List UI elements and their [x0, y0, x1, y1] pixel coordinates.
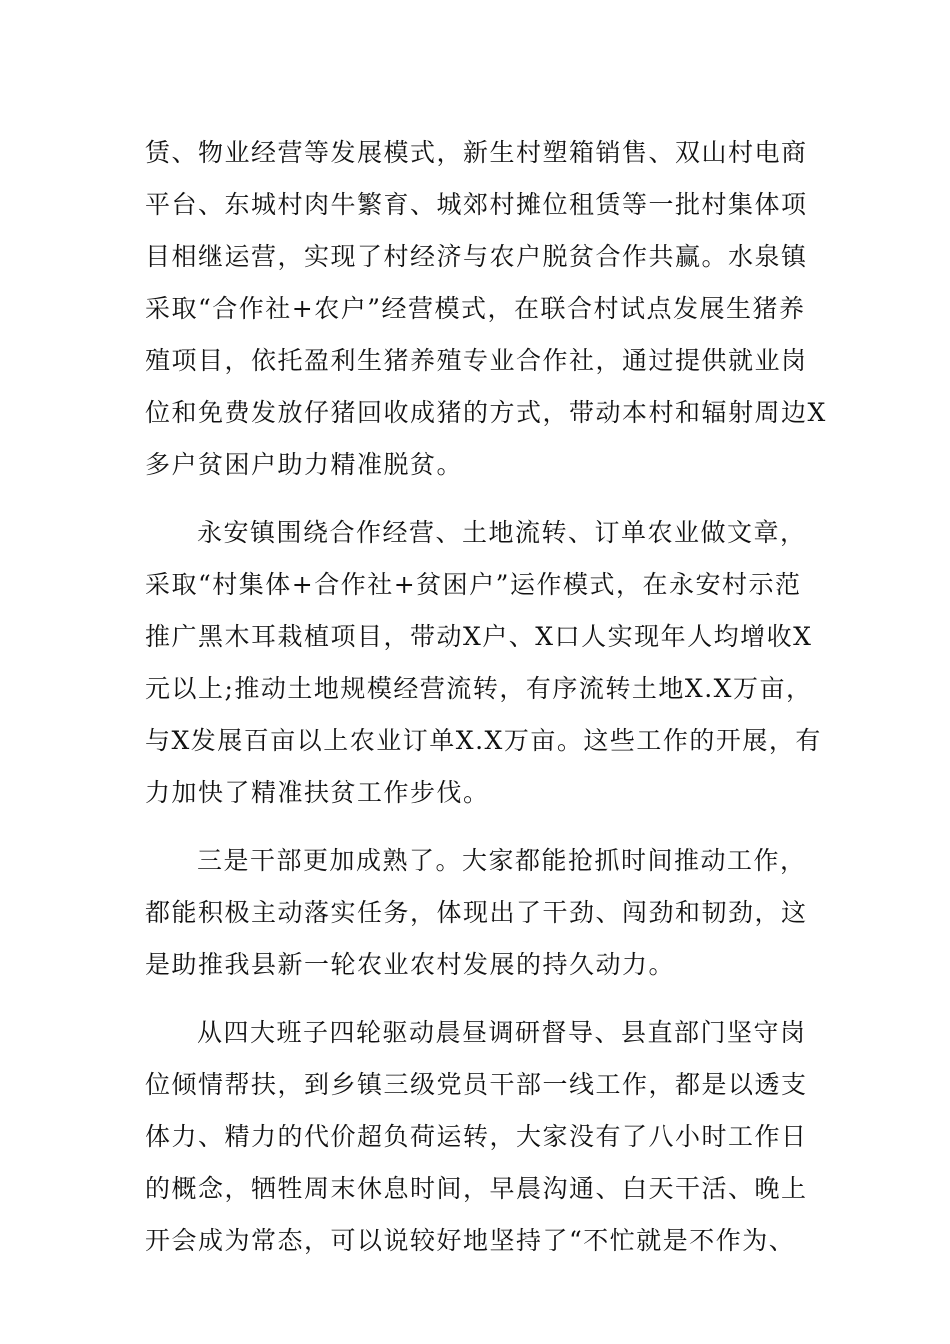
- paragraph-2: [145, 507, 822, 819]
- paragraph-gap: [145, 991, 805, 1007]
- text-line: 元以上;推动土地规模经营流转，有序流转土地X.X万亩，: [145, 674, 813, 703]
- text-line: 殖项目，依托盈利生猪养殖专业合作社，通过提供就业岗: [145, 346, 808, 375]
- text-line: 从四大班子四轮驱动晨昼调研督导、县直部门坚守岗: [197, 1018, 807, 1047]
- text-line: 采取“村集体+合作社+贫困户”运作模式，在永安村示范: [145, 570, 802, 599]
- text-line: 多户贫困户助力精准脱贫。: [145, 450, 464, 479]
- text-line: 赁、物业经营等发展模式，新生村塑箱销售、双山村电商: [145, 138, 808, 167]
- paragraph-gap: [145, 819, 805, 835]
- text-line: 都能积极主动落实任务，体现出了干劲、闯劲和韧劲，这: [145, 898, 808, 927]
- paragraph-3: [145, 835, 808, 991]
- text-line: 目相继运营，实现了村经济与农户脱贫合作共赢。水泉镇: [145, 242, 808, 271]
- text-line: 体力、精力的代价超负荷运转，大家没有了八小时工作日: [145, 1122, 808, 1151]
- text-line: 推广黑木耳栽植项目，带动X户、X口人实现年人均增收X: [145, 622, 813, 651]
- text-line: 力加快了精准扶贫工作步伐。: [145, 778, 490, 807]
- paragraph-4: [145, 1007, 808, 1267]
- text-line: 是助推我县新一轮农业农村发展的持久动力。: [145, 950, 676, 979]
- document-body: [145, 127, 827, 1267]
- paragraph-1: [145, 127, 827, 491]
- text-line: 平台、东城村肉牛繁育、城郊村摊位租赁等一批村集体项: [145, 190, 808, 219]
- text-line: 的概念，牺牲周末休息时间，早晨沟通、白天干活、晚上: [145, 1174, 808, 1203]
- text-line: 位和免费发放仔猪回收成猪的方式，带动本村和辐射周边X: [145, 398, 827, 427]
- text-line: 开会成为常态，可以说较好地坚持了“不忙就是不作为、: [145, 1226, 796, 1255]
- text-line: 位倾情帮扶，到乡镇三级党员干部一线工作，都是以透支: [145, 1070, 808, 1099]
- text-line: 采取“合作社+农户”经营模式，在联合村试点发展生猪养: [145, 294, 806, 323]
- text-line: 永安镇围绕合作经营、土地流转、订单农业做文章，: [197, 518, 807, 547]
- text-line: 三是干部更加成熟了。大家都能抢抓时间推动工作，: [197, 846, 807, 875]
- text-line: 与X发展百亩以上农业订单X.X万亩。这些工作的开展，有: [145, 726, 822, 755]
- paragraph-gap: [145, 491, 805, 507]
